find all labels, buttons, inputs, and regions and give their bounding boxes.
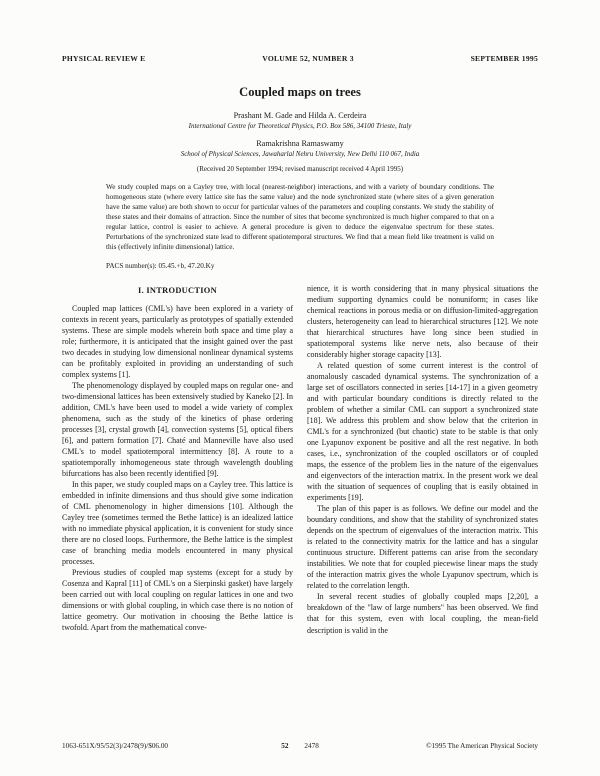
running-head — [62, 54, 538, 63]
paragraph: Coupled map lattices (CML's) have been explored in a variety of contexts in recent years, particularly as prototypes of spatially extended systems. These are simple models wherein both space and time play a role; furthermore, it is anticipated that the insight gained over the past two decades in studying low dimensional nonlinear dynamical systems can be profitably exploited in providing an understanding of such complex systems [1]. — [62, 303, 293, 379]
journal-name: PHYSICAL REVIEW E — [62, 54, 146, 63]
received-line: (Received 20 September 1994; revised manuscript received 4 April 1995) — [196, 165, 404, 173]
article-title: Coupled maps on trees — [239, 85, 361, 99]
authors-line-1: Prashant M. Gade and Hilda A. Cerdeira — [233, 111, 367, 120]
pacs-line: PACS number(s): 05.45.+b, 47.20.Ky — [106, 261, 215, 270]
page-footer — [62, 742, 538, 750]
paragraph: Previous studies of coupled map systems (except for a study by Cosenza and Kapral [11] of CML's on a Sierpinski gasket) have largely been carried out with local coupling on regular lattices in one and two dimensions or with global coupling, in which case there is no notion of lattice geometry. Our motivation in choosing the Bethe lattice is twofold. Apart from the mathematical conve- — [62, 568, 293, 633]
paragraph: nience, it is worth considering that in many physical situations the medium supporting dynamics could be nonuniform; in cases like chemical reactions in porous media or on diffusion-limited-aggregation clusters, heterogeneity can lead to hierarchical structures [12]. We note that hierarchical structures have long since been studied in spatiotemporal systems like nerve nets, also because of their considerably higher storage capacity [13]. — [307, 283, 538, 359]
paragraph: In several recent studies of globally coupled maps [2,20], a breakdown of the "law of large numbers" has been observed. We find that for this system, even with local coupling, the mean-field description is valid in the — [307, 592, 538, 635]
affiliation-1: International Centre for Theoretical Physics, P.O. Box 586, 34100 Trieste, Italy — [188, 122, 412, 130]
footer-page-number: 2478 — [304, 742, 319, 750]
two-column-body — [62, 283, 538, 732]
affiliation-2: School of Physical Sciences, Jawaharlal Nehru University, New Delhi 110 067, India — [180, 150, 420, 158]
paragraph: A related question of some current interest is the control of anomalously cascaded dynamical systems. The synchronization of a large set of oscillators connected in series [14-17] in a given geometry and with particular boundary conditions is directly related to the problem of whether a similar CML can support a synchronized state [18]. We address this problem and show below that the criterion in CML's for a synchronized (but chaotic) state to be stable is that only one Lyapunov exponent be positive and all the rest negative. In both cases, i.e., synchronization of the coupled oscillators or of coupled maps, the essence of the problem lies in the nature of the eigenvalues and eigenvectors of the interaction matrix. In the present work we deal with the situation of sequences of coupling that is easily obtained in experiments [19]. — [307, 360, 538, 503]
abstract: We study coupled maps on a Cayley tree, with local (nearest-neighbor) interactions, and with a variety of boundary conditions. The homogeneous state (where every lattice site has the same value) and the node synchronized state (where sites of a given generation have the same value) are both shown to occur for particular values of the parameters and coupling constants. We study the stability of these states and their domains of attraction. Since the number of sites that become synchronized is much higher compared to that on a regular lattice, control is easier to achieve. A general procedure is given to deduce the eigenvalue spectrum for these states. Perturbations of the synchronized state lead to different spatiotemporal structures. We find that a mean field like treatment is valid on this (effectively infinite dimensional) lattice. — [106, 183, 494, 252]
copyright-notice: ©1995 The American Physical Society — [426, 742, 538, 750]
issue-date: SEPTEMBER 1995 — [470, 54, 538, 63]
right-column — [307, 283, 538, 732]
footer-volume-number: 52 — [281, 742, 289, 750]
paragraph: The phenomenology displayed by coupled maps on regular one- and two-dimensional lattices has been extensively studied by Kaneko [2]. In addition, CML's have been used to model a wide variety of complex phenomena, such as the study of the kinetics of phase ordering processes [3], crystal growth [4], convection systems [5], optical fibers [6], and pattern formation [7]. Chaté and Manneville have also used CML's to model spatiotemporal intermittency [8]. A route to a spatiotemporally inhomogeneous state through wavelength doubling bifurcations has also been recently identified [9]. — [62, 380, 293, 479]
left-column — [62, 283, 293, 732]
volume-info: VOLUME 52, NUMBER 3 — [262, 54, 354, 63]
section-heading-introduction: I. INTRODUCTION — [138, 285, 217, 295]
paragraph: The plan of this paper is as follows. We define our model and the boundary conditions, and show that the stability of synchronized states depends on the spectrum of eigenvalues of the interaction matrix. This is related to the connectivity matrix for the lattice and has a singular continuous structure. Different patterns can arise from the secondary instabilities. We note that for coupled piecewise linear maps the study of the interaction matrix gives the whole Lyapunov spectrum, which is related to the correlation length. — [307, 504, 538, 591]
authors-line-2: Ramakrishna Ramaswamy — [256, 139, 344, 148]
paragraph: In this paper, we study coupled maps on a Cayley tree. This lattice is embedded in infinite dimensions and thus should give some indication of CML phenomenology in higher dimensions [10]. Although the Cayley tree (sometimes termed the Bethe lattice) is an idealized lattice with no immediate physical application, it is convenient for study since there are no closed loops. Furthermore, the Bethe lattice is the simplest case of branching media models encountered in many physical processes. — [62, 480, 293, 567]
article-id-code: 1063-651X/95/52(3)/2478(9)/$06.00 — [62, 742, 169, 750]
